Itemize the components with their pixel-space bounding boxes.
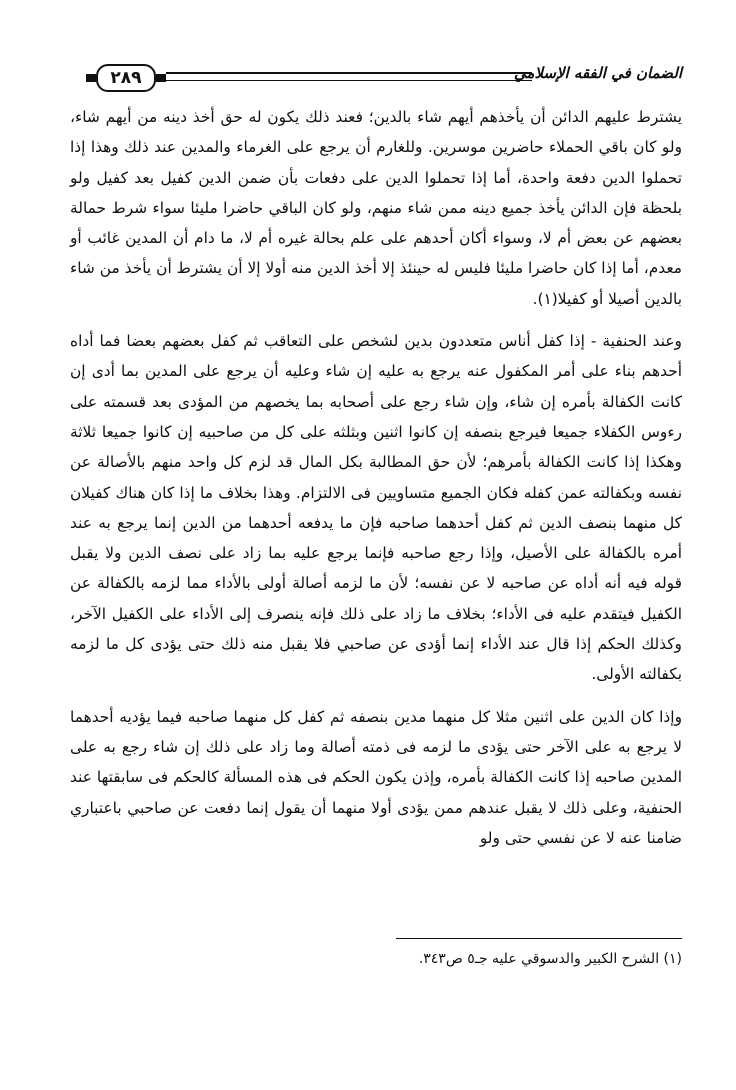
page-number: ٢٨٩ — [96, 64, 156, 92]
footnote-separator — [396, 938, 682, 939]
paragraph: وإذا كان الدين على اثنين مثلا كل منهما مدين بنصفه ثم كفل كل منهما صاحبه فيما يؤديه أحدهما لا يرجع به على الآخر حتى يؤدى ما لزمه فى ذمته أصالة وما زاد على ذلك إن شاء رجع به على المدين صاحبه إذا كانت الكفالة بأمره، وإذن يكون الحكم فى هذه المسألة كالحكم فى سابقتها عند الحنفية، وعلى ذلك لا يقبل عندهم ممن يؤدى أولا منهما أن يقول إنما دفعت عن صاحبي باعتباري ضامنا عنه لا عن نفسي حتى ولو — [70, 707, 682, 847]
header-rule — [166, 72, 532, 81]
paragraph: يشترط عليهم الدائن أن يأخذهم أيهم شاء بالدين؛ فعند ذلك يكون له حق أخذ دينه من أيهم شاء، ولو كان باقي الحملاء حاضرين موسرين. وللغارم أن يرجع على الغرماء والمدين عند ذلك وهذا إذا تحملوا الدين دفعة واحدة، أما إذا تحملوا الدين على دفعات بأن ضمن الدين كفيل بعد كفيل ولو بلحظة فإن الدائن يأخذ جميع دينه ممن شاء منهم، ولو كان الباقي حاضرا مليئا سواء شرط حمالة بعضهم عن بعض أم لا، وسواء أكان أحدهم على علم بحالة غيره أم لا، ما دام أن المدين غائب أو معدم، أما إذا كان حاضرا مليئا فليس له حينئذ إلا أخذ الدين منه أولا إلا أن يشترط أن يأخذ من شاء بالدين أصيلا أو كفيلا(١). — [70, 108, 682, 308]
body-text — [70, 102, 682, 853]
page-header — [70, 60, 682, 94]
footnote: (١) الشرح الكبير والدسوقي عليه جـ٥ ص٣٤٣. — [418, 951, 682, 967]
running-title: الضمان في الفقه الإسلامي — [513, 64, 682, 82]
paragraph: وعند الحنفية - إذا كفل أناس متعددون بدين لشخص على التعاقب ثم كفل بعضهم بعضا فما أداه أحدهم بناء على أمر المكفول عنه يرجع به عليه إن شاء وعليه أن يرجع على المدين بما أدى إن كانت الكفالة بأمره إن شاء، وإن شاء رجع على أصحابه بما يخصهم من المؤدى بعد قسمته على رءوس الكفلاء جميعا فيرجع بنصفه إن كانوا اثنين وبثلثه على كل من صاحبيه إن كانوا جميعا ثلاثة وهكذا إذا كانت الكفالة بأمرهم؛ لأن حق المطالبة بكل المال قد لزم كل واحد منهم بالأصالة عن نفسه وبكفالته عمن كفله فكان الجميع متساويين فى الالتزام. وهذا بخلاف ما إذا كان هناك كفيلان كل منهما بنصف الدين ثم كفل أحدهما صاحبه فإن ما يدفعه أحدهما من الدين إنما يرجع به عند أمره بالكفالة على الأصيل، وإذا رجع صاحبه فإنما يرجع عليه بما زاد على نصف الدين ولا يقبل قوله فيه أنه أداه عن صاحبه لا عن نفسه؛ لأن ما لزمه أصالة أولى بالأداء مما لزمه بالكفالة عن الكفيل فيتقدم عليه فى الأداء؛ بخلاف ما زاد على ذلك فإنه ينصرف إلى الأداء على الكفيل الآخر، وكذلك الحكم إذا قال عند الأداء إنما أؤدى عن صاحبي فلا يقبل منه ذلك حتى يؤدى كل ما لزمه بكفالته الأولى. — [70, 332, 682, 684]
